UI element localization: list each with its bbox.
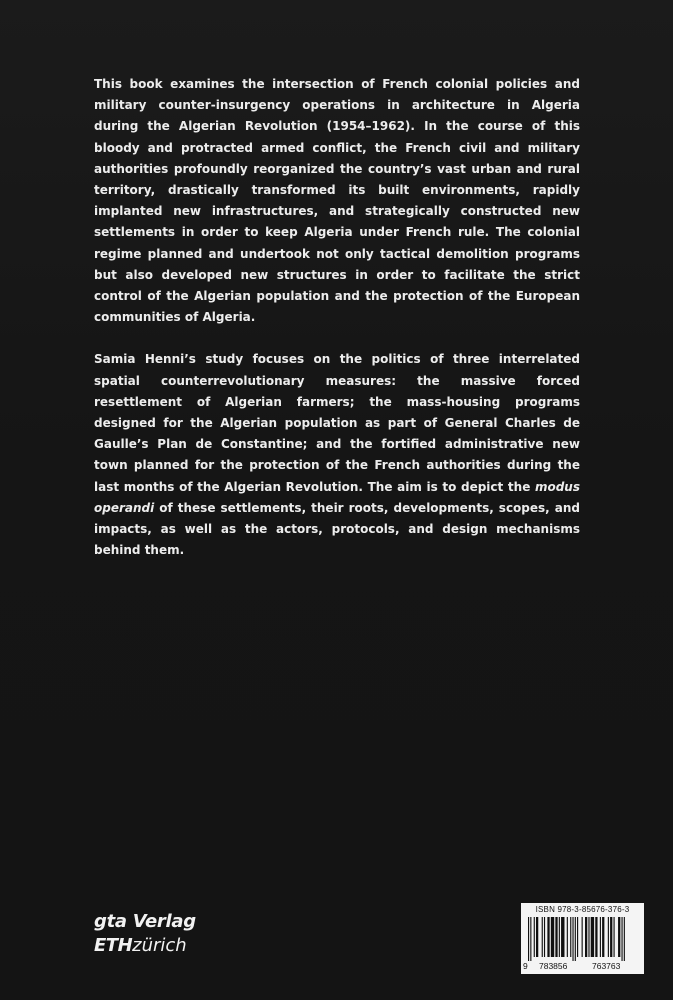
- barcode-bars-icon: [528, 917, 642, 961]
- barcode-bar: [600, 917, 601, 957]
- barcode-bar: [547, 917, 549, 957]
- publisher-name: gta Verlag: [94, 911, 196, 932]
- barcode-bar: [542, 917, 543, 957]
- barcode-bar: [536, 917, 538, 957]
- barcode-bar: [561, 917, 564, 957]
- barcode-digits: [521, 961, 644, 973]
- paragraph-2-text-end: of these settlements, their roots, developments, scopes, and impacts, as well as the actors, protocols, and design mechanisms behind them.: [94, 500, 580, 558]
- barcode-bar: [559, 917, 560, 957]
- barcode-bar: [624, 917, 625, 961]
- barcode-bar: [530, 917, 531, 961]
- barcode-bar: [602, 917, 604, 957]
- barcode-bar: [570, 917, 571, 957]
- barcode-bar: [621, 917, 622, 961]
- barcode-digit-first: 9: [523, 961, 528, 971]
- institution-logo: [94, 934, 196, 958]
- paragraph-2-text-start: Samia Henni’s study focuses on the politics of three interrelated spatial counterrevolutionary measures: the massive forced resettlement of Algerian farmers; the mass-housing programs designed for the Algerian population as part of General Charles de Gaulle’s Plan de Constantine; and the fortified administrative new town planned for the protection of the French authorities during the last months of the Algerian Revolution. The aim is to depict the: [94, 352, 580, 494]
- barcode-bar: [572, 917, 573, 961]
- isbn-number: ISBN 978-3-85676-376-3: [535, 905, 630, 914]
- barcode-bar: [595, 917, 597, 957]
- barcode-bar: [575, 917, 576, 961]
- publisher-logo: [94, 910, 196, 958]
- barcode-bar: [551, 917, 554, 957]
- barcode-bar: [608, 917, 609, 957]
- barcode-bar: [534, 917, 535, 957]
- paragraph-2-italic-phrase: modus operandi: [94, 479, 580, 515]
- barcode-digits-right: 763763: [592, 961, 621, 971]
- barcode-digits-left: 783856: [539, 961, 568, 971]
- barcode-bar: [555, 917, 557, 957]
- barcode-bar: [544, 917, 545, 957]
- barcode-bar: [614, 917, 615, 957]
- institution-logo-regular: zürich: [132, 935, 187, 956]
- barcode-bar: [588, 917, 589, 957]
- description-paragraph-2: [94, 349, 580, 561]
- barcode-bar: [591, 917, 594, 957]
- barcode-bar: [618, 917, 620, 957]
- description-paragraph-1: This book examines the intersection of French colonial policies and military counter-insurgency operations in architecture in Algeria during the Algerian Revolution (1954–1962). In the course of this bloody and protracted armed conflict, the French civil and military authorities profoundly reorganized the country’s vast urban and rural territory, drastically transformed its built environments, rapidly implanted new infrastructures, and strategically constructed new settlements in order to keep Algeria under French rule. The colonial regime planned and undertook not only tactical demolition programs but also developed new structures in order to facilitate the strict control of the Algerian population and the protection of the European communities of Algeria.: [94, 77, 580, 325]
- barcode-bar: [528, 917, 529, 961]
- barcode-bar: [585, 917, 587, 957]
- barcode-bar: [567, 917, 568, 957]
- book-description: [94, 74, 580, 561]
- barcode-bar: [582, 917, 583, 957]
- institution-logo-bold: ETH: [94, 935, 133, 956]
- barcode-bar: [577, 917, 578, 957]
- isbn-barcode: [521, 903, 644, 974]
- barcode-bar: [610, 917, 612, 957]
